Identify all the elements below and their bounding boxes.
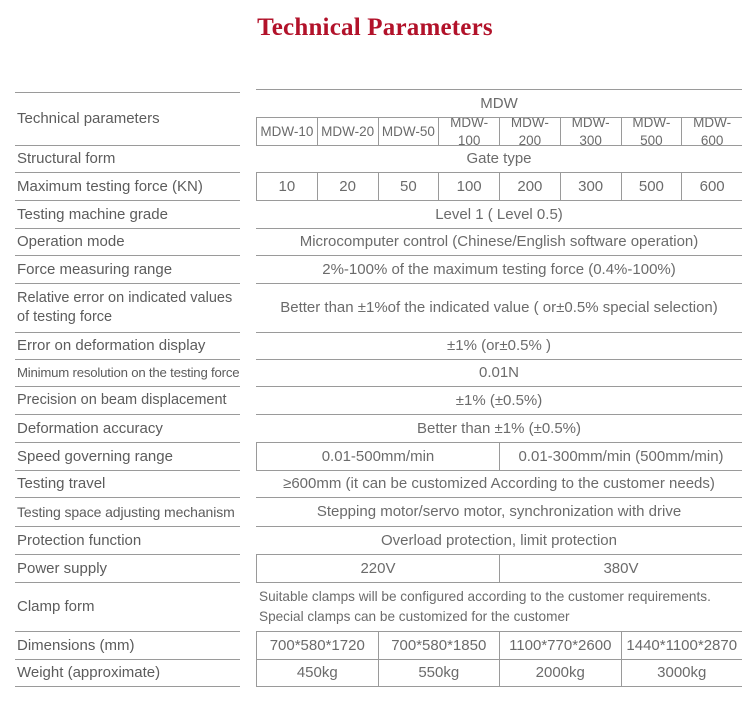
param-value-cell xyxy=(256,583,742,631)
param-label-row: Clamp form xyxy=(15,583,240,632)
param-label-row: Operation mode xyxy=(15,229,240,256)
param-value-cell: 20 xyxy=(317,173,378,200)
param-value-cell: MDW-300 xyxy=(560,118,621,145)
param-value-cell: 200 xyxy=(499,173,560,200)
param-value-cell: Level 1 ( Level 0.5) xyxy=(435,205,563,223)
param-label-row: Relative error on indicated values of testing force xyxy=(15,284,240,333)
param-value-cell: 600 xyxy=(681,173,742,200)
param-label-row: Weight (approximate) xyxy=(15,660,240,687)
param-value-row xyxy=(256,415,742,443)
param-value-line: Special clamps can be customized for the customer xyxy=(259,609,570,624)
param-value-cell: MDW-10 xyxy=(256,118,317,145)
param-value-cell: 50 xyxy=(378,173,439,200)
param-value-row xyxy=(256,256,742,284)
param-value-row xyxy=(256,583,742,632)
param-value-cell: 450kg xyxy=(256,660,378,686)
param-value-row xyxy=(256,201,742,229)
param-value-row xyxy=(256,284,742,333)
param-value-line: Suitable clamps will be configured according to the customer requirements. xyxy=(259,589,711,605)
param-value-cell: 3000kg xyxy=(621,660,743,686)
param-label-row: Technical parameters xyxy=(15,93,240,146)
param-value-cell: 550kg xyxy=(378,660,500,686)
param-value-row xyxy=(256,173,742,201)
param-value-row xyxy=(256,527,742,555)
param-value-cell: Stepping motor/servo motor, synchronization with drive xyxy=(316,503,682,521)
param-label-row: Deformation accuracy xyxy=(15,415,240,443)
page-title: Technical Parameters xyxy=(257,14,493,41)
param-value-row xyxy=(256,333,742,360)
param-value-cell: MDW-500 xyxy=(621,118,682,145)
param-label-row: Speed governing range xyxy=(15,443,240,471)
param-value-row xyxy=(256,555,742,583)
param-value-cell: 700*580*1720 xyxy=(256,632,378,659)
param-value-cell: ±1% (or±0.5% ) xyxy=(447,337,551,355)
param-value-cell: 380V xyxy=(499,555,742,582)
param-value-cell: ±1% (±0.5%) xyxy=(455,391,543,409)
param-value-row xyxy=(256,632,742,660)
param-value-row xyxy=(256,360,742,387)
param-value-cell: Overload protection, limit protection xyxy=(381,531,617,549)
param-value-cell: 0.01-300mm/min (500mm/min) xyxy=(499,443,742,470)
param-value-row xyxy=(256,660,742,687)
param-value-cell: MDW-20 xyxy=(317,118,378,145)
param-value-cell: MDW-50 xyxy=(378,118,439,145)
param-label-row: Maximum testing force (KN) xyxy=(15,173,240,201)
param-value-cell: 220V xyxy=(256,555,499,582)
param-value-cell: 1440*1100*2870 xyxy=(621,632,743,659)
param-value-cell: 10 xyxy=(256,173,317,200)
param-label-row: Structural form xyxy=(15,146,240,173)
param-label-row: Minimum resolution on the testing force xyxy=(15,360,240,387)
param-value-cell: MDW-600 xyxy=(681,118,742,145)
param-value-cell: 700*580*1850 xyxy=(378,632,500,659)
param-value-row xyxy=(256,146,742,173)
param-label-row: Testing machine grade xyxy=(15,201,240,229)
param-value-cell: Better than ±1%of the indicated value ( or±0.5% special selection) xyxy=(280,299,718,317)
param-value-cell: ≥600mm (it can be customized According to the customer needs) xyxy=(283,475,715,493)
param-label-row: Power supply xyxy=(15,555,240,583)
parameter-name-column xyxy=(15,92,240,687)
param-value-cell: Gate type xyxy=(466,150,532,168)
param-value-row xyxy=(256,471,742,498)
param-value-cell: 500 xyxy=(621,173,682,200)
param-value-cell: 2000kg xyxy=(499,660,621,686)
param-label-row: Testing space adjusting mechanism xyxy=(15,498,240,527)
param-label-row: Precision on beam displacement xyxy=(15,387,240,415)
param-label-row: Force measuring range xyxy=(15,256,240,284)
param-value-cell: 0.01N xyxy=(478,364,520,382)
param-value-cell: 0.01-500mm/min xyxy=(256,443,499,470)
param-value-row xyxy=(256,90,742,118)
param-value-cell: Better than ±1% (±0.5%) xyxy=(416,419,582,437)
param-value-cell: Microcomputer control (Chinese/English software operation) xyxy=(299,233,699,251)
param-value-row xyxy=(256,229,742,256)
param-value-cell: 100 xyxy=(438,173,499,200)
param-value-cell: MDW-100 xyxy=(438,118,499,145)
param-value-cell: 2%-100% of the maximum testing force (0.4%-100%) xyxy=(322,260,676,278)
param-value-cell: MDW xyxy=(480,94,518,112)
param-label-row: Protection function xyxy=(15,527,240,555)
parameter-value-table xyxy=(256,89,742,687)
param-value-cell: 300 xyxy=(560,173,621,200)
param-value-row xyxy=(256,443,742,471)
param-value-row xyxy=(256,118,742,146)
param-value-cell: 1100*770*2600 xyxy=(499,632,621,659)
param-label-row: Dimensions (mm) xyxy=(15,632,240,660)
param-label-row: Testing travel xyxy=(15,471,240,498)
param-value-row xyxy=(256,387,742,415)
param-value-cell: MDW-200 xyxy=(499,118,560,145)
param-value-row xyxy=(256,498,742,527)
param-label-row: Error on deformation display xyxy=(15,333,240,360)
